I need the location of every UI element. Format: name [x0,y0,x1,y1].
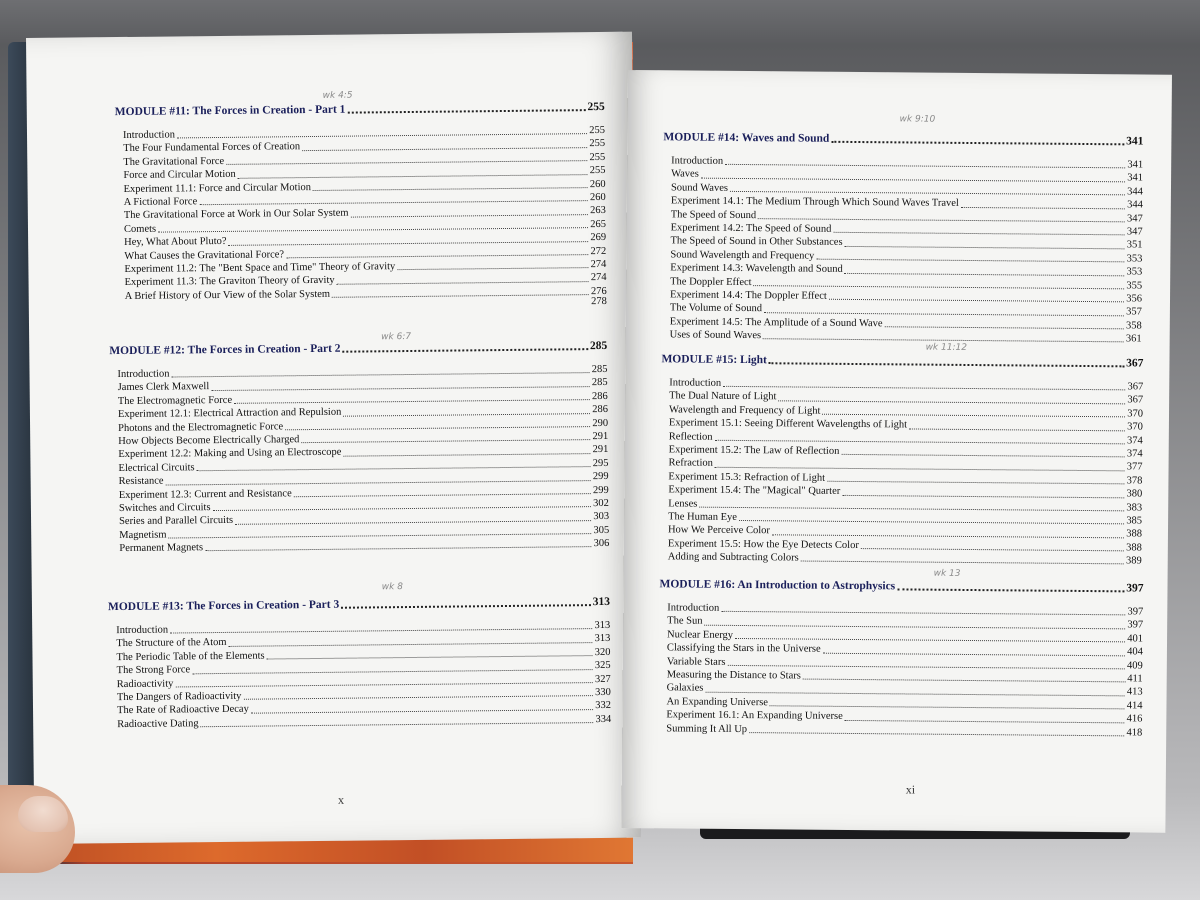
entry-title: The Sun [667,615,703,628]
entry-list [660,376,1144,568]
entry-title: The Volume of Sound [669,302,763,315]
module-15 [660,350,1144,568]
entry-title: Nuclear Energy [667,629,734,641]
entry-page: 263 [590,205,606,217]
module-title: MODULE #16: An Introduction to Astrophysics [659,577,896,592]
module-heading [115,98,605,119]
entry-page: 367 [1127,381,1144,393]
entry-title: Uses of Sound Waves [669,329,762,342]
page-folio: x [337,792,345,807]
module-11 [114,98,607,308]
entry-title: Introduction [117,368,170,381]
entry-page: 341 [1127,172,1144,184]
entry-title: The Gravitational Force at Work in Our Solar System [123,207,349,222]
entry-page: 334 [595,713,612,725]
entry-title: Radioactivity [116,678,174,690]
entry-title: Permanent Magnets [119,542,204,555]
entry-title: The Speed of Sound in Other Substances [670,235,843,249]
entry-title: Comets [123,223,157,235]
module-title: MODULE #11: The Forces in Creation - Part 1 [114,103,346,118]
entry-title: The Electromagnetic Force [117,394,233,407]
entry-page: 418 [1126,726,1143,739]
entry-title: Series and Parallel Circuits [119,515,234,528]
module-heading [663,128,1143,148]
entry-page: 401 [1127,633,1144,645]
page-folio: xi [905,782,916,797]
entry-title: Waves [671,168,699,180]
entry-title: Photons and the Electromagnetic Force [118,420,284,434]
entry-title: The Periodic Table of the Elements [116,650,265,663]
entry-title: Experiment 15.1: Seeing Different Wavelengths of Light [668,417,908,431]
entry-page: 378 [1126,475,1143,487]
entry-page: 330 [595,686,611,699]
entry-title: Resistance [118,475,164,488]
module-14 [662,128,1144,346]
entry-page: 332 [595,700,612,712]
toc-entry [658,722,1142,740]
handwritten-note: wk 9:10 [899,114,936,125]
entry-page: 356 [1126,293,1143,305]
entry-title: Introduction [116,624,169,637]
entry-page: 303 [593,511,610,523]
entry-title: Experiment 15.4: The "Magical" Quarter [668,484,841,497]
entry-title: The Doppler Effect [670,275,752,288]
entry-page: 320 [594,646,611,658]
entry-page: 414 [1126,700,1143,712]
entry-page: 255 [589,151,606,163]
entry-page: 269 [590,232,607,244]
entry-page: 347 [1126,212,1143,225]
entry-title: Refraction [668,457,713,470]
module-heading [108,593,610,614]
entry-title: Summing It All Up [666,722,748,735]
module-page: 341 [1126,134,1144,148]
module-title: MODULE #13: The Forces in Creation - Part 3 [107,598,340,613]
entry-list [109,363,609,556]
entry-page: 286 [591,390,608,402]
entry-title: Galaxies [666,682,704,695]
entry-page: 357 [1126,306,1142,318]
entry-page: 327 [594,673,611,685]
entry-title: A Fictional Force [123,196,198,208]
entry-list [108,619,611,731]
entry-page: 306 [593,537,610,550]
entry-page: 313 [594,619,611,632]
module-heading [109,337,607,358]
entry-page: 416 [1126,713,1143,725]
module-13 [108,593,611,731]
entry-title: Reflection [668,430,713,443]
entry-page: 388 [1126,528,1143,540]
entry-title: The Structure of the Atom [116,637,227,650]
right-page [621,70,1172,833]
entry-page: 389 [1125,555,1142,567]
entry-page: 367 [1127,394,1144,406]
entry-page: 355 [1126,279,1143,291]
module-heading [661,350,1143,370]
entry-page: 274 [590,272,607,284]
entry-page: 299 [592,484,609,496]
entry-page: 388 [1126,542,1142,554]
module-title: MODULE #14: Waves and Sound [663,130,830,145]
entry-page: 341 [1127,159,1144,171]
handwritten-note: wk 11:12 [925,342,968,353]
handwritten-note: wk 6:7 [381,331,412,343]
entry-title: Experiment 11.2: The "Bent Space and Time" Theory of Gravity [124,261,396,275]
entry-title: Introduction [669,377,722,389]
entry-page: 361 [1125,333,1142,345]
entry-page: 397 [1127,619,1144,631]
entry-title: Measuring the Distance to Stars [666,669,801,682]
entry-page: 370 [1127,421,1143,433]
entry-page: 255 [589,138,606,150]
entry-list [115,124,607,303]
entry-page: 265 [590,218,607,230]
entry-page: 285 [591,377,608,389]
entry-page: 272 [590,245,607,257]
entry-title: Experiment 11.1: Force and Circular Motion [123,181,312,195]
module-page: 397 [1126,581,1144,595]
entry-page: 285 [591,363,608,376]
module-page: 313 [592,595,610,608]
entry-title: Experiment 14.1: The Medium Through Which Sound Waves Travel [670,195,959,210]
entry-title: Experiment 11.3: The Graviton Theory of Gravity [124,275,335,289]
entry-page: 353 [1126,266,1143,278]
entry-page: 305 [593,524,610,536]
entry-page: 299 [592,471,609,483]
entry-title: Experiment 15.2: The Law of Reflection [668,444,840,457]
entry-title: Experiment 12.1: Electrical Attraction and Repulsion [117,406,342,421]
entry-title: The Strong Force [116,664,191,677]
entry-page: 385 [1126,515,1143,527]
entry-title: The Human Eye [668,511,737,523]
entry-page: 347 [1126,226,1143,238]
entry-page: 291 [592,430,609,443]
entry-title: The Dangers of Radioactivity [116,690,242,704]
entry-page: 295 [592,457,609,469]
entry-title: Lenses [668,497,698,510]
module-page: 367 [1126,356,1144,370]
thumbnail-nail [18,796,68,832]
entry-page: 380 [1126,488,1143,500]
entry-title: A Brief History of Our View of the Solar System [124,288,331,302]
entry-title: Experiment 14.4: The Doppler Effect [669,289,827,302]
entry-page: 255 [589,165,606,177]
entry-title: Introduction [122,129,175,141]
entry-page: 353 [1126,253,1143,265]
module-heading [659,575,1143,595]
module-page: 255 [587,100,605,113]
entry-title: The Dual Nature of Light [669,390,777,403]
entry-title: The Gravitational Force [123,155,225,168]
entry-title: Introduction [667,602,720,614]
entry-page: 404 [1127,646,1143,658]
entry-page: 276 [590,285,607,297]
module-title: MODULE #15: Light [661,352,767,366]
entry-title: The Speed of Sound [670,208,757,221]
entry-title: Switches and Circuits [118,501,211,514]
entry-title: How Objects Become Electrically Charged [118,434,300,447]
entry-title: Magnetism [119,529,167,541]
entry-page: 370 [1127,408,1144,420]
handwritten-note: wk 8 [381,582,403,593]
entry-title: Variable Stars [666,655,726,668]
entry-title: Experiment 16.1: An Expanding Universe [666,709,843,723]
entry-page: 377 [1126,461,1143,473]
entry-page: 255 [589,124,606,137]
module-12 [109,337,609,556]
entry-list [662,154,1144,346]
entry-title: Force and Circular Motion [123,168,236,182]
entry-page: 260 [589,178,606,190]
entry-title: Experiment 12.2: Making and Using an Electroscope [118,447,342,461]
entry-title: The Four Fundamental Forces of Creation [123,141,301,155]
entry-page: 302 [593,497,609,509]
entry-page: 291 [592,444,609,456]
entry-page: 274 [590,258,607,270]
toc-entry [660,550,1142,568]
entry-page: 313 [594,633,611,645]
entry-page: 286 [592,404,608,416]
entry-title: Experiment 15.3: Refraction of Light [668,471,826,484]
entry-title: Introduction [671,155,724,167]
entry-page: 411 [1127,673,1143,685]
entry-page: 374 [1126,434,1143,447]
entry-page: 413 [1126,686,1143,698]
entry-title: Hey, What About Pluto? [124,236,227,249]
entry-title: James Clerk Maxwell [117,381,210,394]
extra-page-number: 278 [590,295,607,308]
entry-title: Experiment 12.3: Current and Resistance [118,487,292,501]
left-page [26,32,640,844]
entry-page: 374 [1126,448,1143,460]
entry-page: 383 [1126,501,1143,514]
entry-title: Adding and Subtracting Colors [667,551,799,564]
handwritten-note: wk 4:5 [322,90,353,101]
entry-page: 325 [594,660,611,672]
module-title: MODULE #12: The Forces in Creation - Part 2 [109,342,341,357]
module-16 [658,575,1143,739]
entry-page: 344 [1127,199,1143,211]
module-page: 285 [589,339,608,352]
entry-title: Experiment 14.5: The Amplitude of a Sound Wave [669,316,883,329]
entry-title: How We Perceive Color [667,524,770,537]
toc-entry [662,328,1142,346]
entry-title: An Expanding Universe [666,696,769,708]
entry-page: 344 [1127,186,1144,198]
entry-title: Experiment 14.2: The Speed of Sound [670,222,832,235]
entry-page: 397 [1127,606,1144,618]
entry-title: Radioactive Dating [117,717,199,730]
handwritten-note: wk 13 [933,568,961,579]
entry-title: Sound Wavelength and Frequency [670,249,815,262]
entry-page: 358 [1125,320,1142,332]
entry-title: What Causes the Gravitational Force? [124,248,285,262]
entry-page: 260 [589,191,606,204]
entry-title: Experiment 14.3: Wavelength and Sound [670,262,843,275]
entry-title: The Rate of Radioactive Decay [116,704,249,717]
entry-title: Experiment 15.5: How the Eye Detects Color [667,538,859,551]
entry-title: Wavelength and Frequency of Light [668,404,821,417]
entry-title: Classifying the Stars in the Universe [666,642,821,655]
entry-page: 409 [1127,659,1143,672]
entry-list [658,601,1143,739]
entry-title: Sound Waves [670,182,729,194]
entry-title: Electrical Circuits [118,461,195,474]
entry-page: 290 [592,417,609,429]
entry-page: 351 [1126,239,1143,251]
